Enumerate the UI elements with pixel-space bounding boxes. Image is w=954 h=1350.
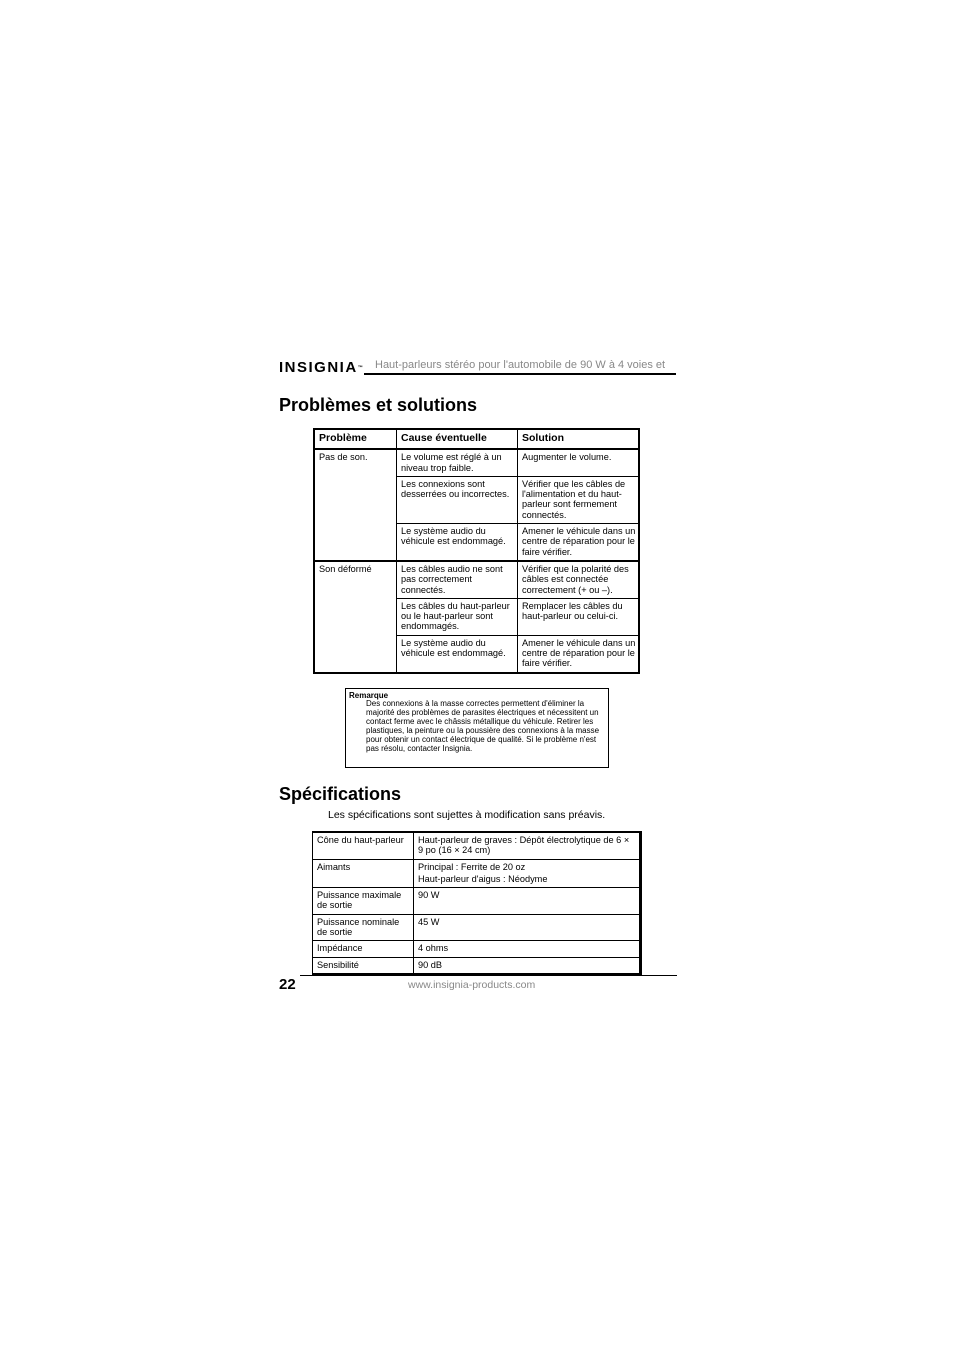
table-header-row xyxy=(314,429,639,449)
column-header-problem: Problème xyxy=(314,429,397,449)
problem-cell: Pas de son. xyxy=(314,449,397,561)
cause-cell: Le système audio du véhicule est endommagé. xyxy=(397,635,518,672)
header-title: Haut-parleurs stéréo pour l'automobile de 90 W à 4 voies et xyxy=(375,359,666,371)
spec-value: Haut-parleur de graves : Dépôt électrolytique de 6 × 9 po (16 × 24 cm) xyxy=(414,832,641,859)
column-header-solution: Solution xyxy=(518,429,640,449)
spec-value-line: Haut-parleur d'aigus : Néodyme xyxy=(418,873,548,884)
spec-value: 45 W xyxy=(414,914,641,941)
page-number: 22 xyxy=(279,976,296,993)
spec-value xyxy=(414,859,641,888)
spec-key: Aimants xyxy=(313,859,414,888)
cause-cell: Les câbles audio ne sont pas correctement connectés. xyxy=(397,561,518,598)
cause-cell: Les connexions sont desserrées ou incorrectes. xyxy=(397,476,518,523)
table-row xyxy=(313,859,641,888)
solution-cell: Remplacer les câbles du haut-parleur ou celui-ci. xyxy=(518,598,640,635)
specifications-title: Spécifications xyxy=(279,784,402,804)
spec-key: Puissance nominale de sortie xyxy=(313,914,414,941)
specifications-table xyxy=(312,831,642,976)
table-row xyxy=(313,914,641,941)
spec-key: Puissance maximale de sortie xyxy=(313,888,414,915)
cause-cell: Les câbles du haut-parleur ou le haut-parleur sont endommagés. xyxy=(397,598,518,635)
solution-cell: Amener le véhicule dans un centre de réparation pour le faire vérifier. xyxy=(518,524,640,561)
column-header-cause: Cause éventuelle xyxy=(397,429,518,449)
troubleshooting-table xyxy=(313,428,640,674)
note-label: Remarque xyxy=(349,691,389,700)
cause-cell: Le volume est réglé à un niveau trop faible. xyxy=(397,449,518,476)
footer-url: www.insignia-products.com xyxy=(408,979,536,991)
note-box xyxy=(345,688,609,768)
table-row xyxy=(313,941,641,957)
table-row xyxy=(314,449,639,476)
spec-value: 90 dB xyxy=(414,957,641,974)
table-row xyxy=(313,832,641,859)
table-row xyxy=(313,888,641,915)
note-text: Des connexions à la masse correctes permettent d'éliminer la majorité des problèmes de parasites électriques et nécessitent un contact ferme avec le châssis métallique du véhicule. Retirer les plastiques, la peinture ou la poussière des connexions à la masse pour obtenir un contact électrique de qualité. Si le problème n'est pas résolu, contacter Insignia. xyxy=(366,699,600,753)
spec-value: 90 W xyxy=(414,888,641,915)
troubleshooting-title: Problèmes et solutions xyxy=(279,395,478,415)
specifications-intro: Les spécifications sont sujettes à modification sans préavis. xyxy=(328,809,606,821)
spec-value: 4 ohms xyxy=(414,941,641,957)
solution-cell: Augmenter le volume. xyxy=(518,449,640,476)
insignia-logo xyxy=(279,360,363,376)
solution-cell: Vérifier que les câbles de l'alimentation et du haut-parleur sont fermement connectés. xyxy=(518,476,640,523)
trademark-mark: ™ xyxy=(357,365,363,371)
problem-cell: Son déformé xyxy=(314,561,397,673)
cause-cell: Le système audio du véhicule est endommagé. xyxy=(397,524,518,561)
table-row xyxy=(314,561,639,598)
footer-rule xyxy=(300,975,677,976)
spec-key: Impédance xyxy=(313,941,414,957)
header-rule xyxy=(364,373,676,375)
logo-text: INSIGNIA xyxy=(279,359,358,376)
spec-key: Sensibilité xyxy=(313,957,414,974)
spec-key: Cône du haut-parleur xyxy=(313,832,414,859)
table-row xyxy=(313,957,641,974)
solution-cell: Vérifier que la polarité des câbles est connectée correctement (+ ou –). xyxy=(518,561,640,598)
solution-cell: Amener le véhicule dans un centre de réparation pour le faire vérifier. xyxy=(518,635,640,672)
spec-value-line: Principal : Ferrite de 20 oz xyxy=(418,861,526,872)
